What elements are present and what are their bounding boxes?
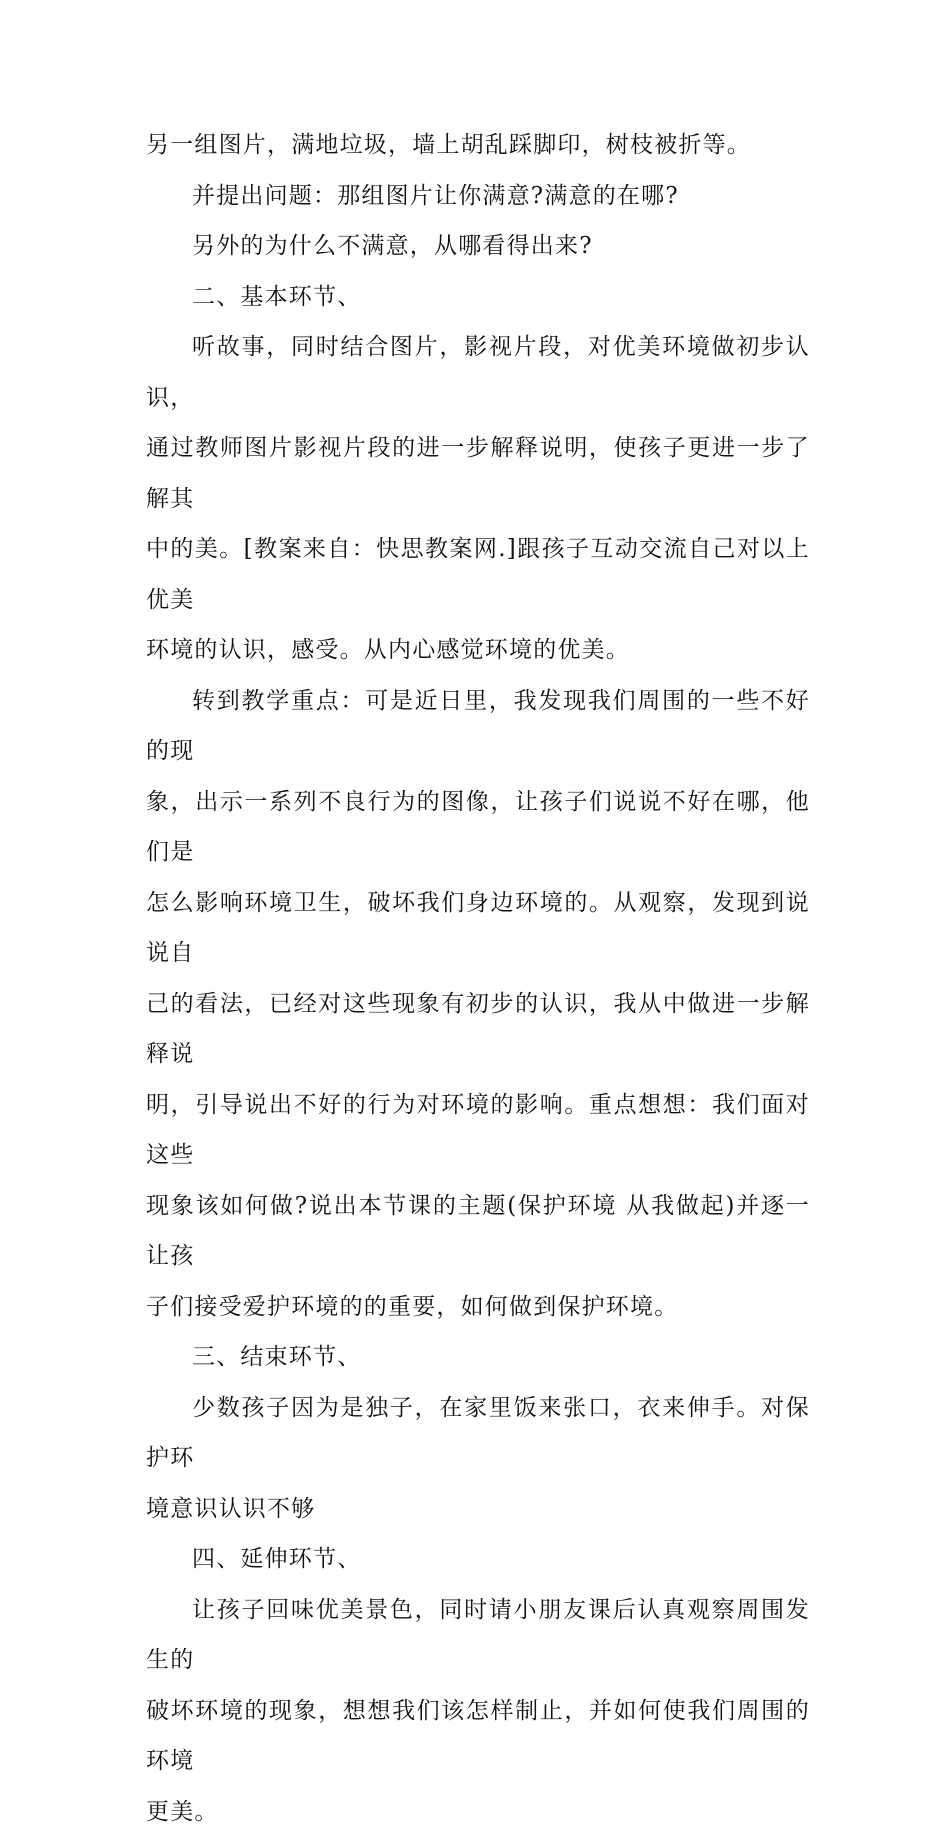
paragraph-3 (146, 221, 810, 272)
paragraph-10 (146, 1585, 810, 1837)
paragraph-2 (146, 171, 810, 222)
text-line: 破坏环境的现象，想想我们该怎样制止，并如何使我们周围的环境 (146, 1686, 810, 1787)
text-line: 环境的认识，感受。从内心感觉环境的优美。 (146, 625, 810, 676)
text-line: 己的看法，已经对这些现象有初步的认识，我从中做进一步解释说 (146, 979, 810, 1080)
text-line: 另一组图片，满地垃圾，墙上胡乱踩脚印，树枝被折等。 (146, 120, 810, 171)
text-line: 转到教学重点：可是近日里，我发现我们周围的一些不好的现 (146, 676, 810, 777)
paragraph-5 (146, 322, 810, 676)
text-line: 听故事，同时结合图片，影视片段，对优美环境做初步认识， (146, 322, 810, 423)
text-line: 二、基本环节、 (146, 272, 810, 323)
document-body (146, 120, 810, 1837)
text-line: 少数孩子因为是独子，在家里饭来张口，衣来伸手。对保护环 (146, 1383, 810, 1484)
text-line: 通过教师图片影视片段的进一步解释说明，使孩子更进一步了解其 (146, 423, 810, 524)
text-line: 并提出问题：那组图片让你满意?满意的在哪? (146, 171, 810, 222)
text-line: 境意识认识不够 (146, 1484, 810, 1535)
text-line: 三、结束环节、 (146, 1332, 810, 1383)
text-line: 更美。 (146, 1787, 810, 1837)
paragraph-8 (146, 1383, 810, 1535)
text-line: 子们接受爱护环境的的重要，如何做到保护环境。 (146, 1282, 810, 1333)
text-line: 另外的为什么不满意，从哪看得出来? (146, 221, 810, 272)
paragraph-6 (146, 676, 810, 1333)
text-line: 怎么影响环境卫生，破坏我们身边环境的。从观察，发现到说说自 (146, 878, 810, 979)
paragraph-1 (146, 120, 810, 171)
section-heading-extension (146, 1534, 810, 1585)
text-line: 明，引导说出不好的行为对环境的影响。重点想想：我们面对这些 (146, 1080, 810, 1181)
text-line: 现象该如何做?说出本节课的主题(保护环境 从我做起)并逐一让孩 (146, 1181, 810, 1282)
section-heading-ending (146, 1332, 810, 1383)
text-line: 四、延伸环节、 (146, 1534, 810, 1585)
text-line: 中的美。[教案来自：快思教案网.]跟孩子互动交流自己对以上优美 (146, 524, 810, 625)
text-line: 象，出示一系列不良行为的图像，让孩子们说说不好在哪，他们是 (146, 777, 810, 878)
text-line: 让孩子回味优美景色，同时请小朋友课后认真观察周围发生的 (146, 1585, 810, 1686)
section-heading-basic (146, 272, 810, 323)
